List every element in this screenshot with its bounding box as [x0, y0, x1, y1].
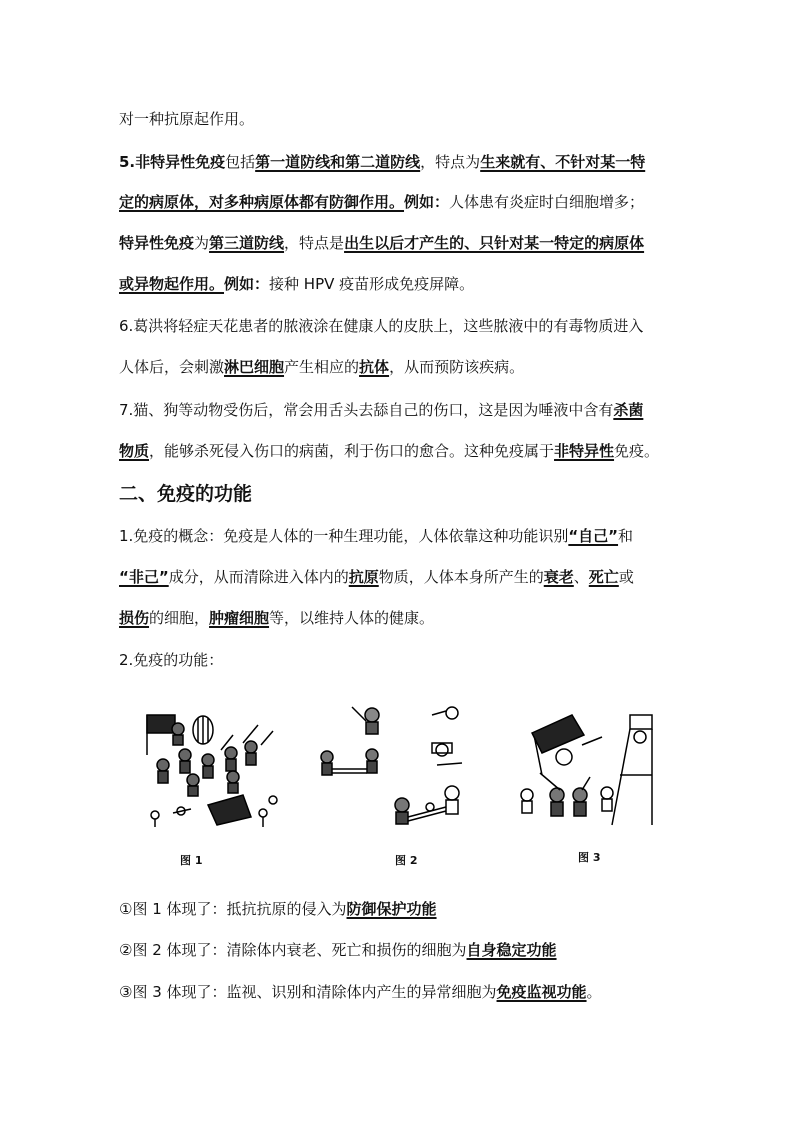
- answer-blank: 抗原: [348, 568, 379, 586]
- text: ③图 3 体现了：监视、识别和清除体内产生的异常细胞为: [119, 983, 497, 1001]
- example-label: 例如：: [224, 275, 270, 293]
- answer-blank: 杀菌: [613, 401, 644, 419]
- text-line: [119, 109, 254, 129]
- text: 成分，从而清除进入体内的: [168, 568, 349, 586]
- answer-blank: 抗体: [359, 358, 390, 376]
- answer-blank: 防御保护功能: [346, 900, 437, 918]
- example-label: 例如：: [404, 193, 450, 211]
- text: 等，以维持人体的健康。: [269, 609, 435, 627]
- text: 2.免疫的功能：: [119, 651, 224, 669]
- text: ，从而预防该疾病。: [389, 358, 525, 376]
- text-line: [119, 152, 645, 172]
- figure-1-caption: 图 1: [180, 854, 203, 867]
- answer-blank: 衰老: [543, 568, 574, 586]
- answer-blank: “自己”: [568, 527, 619, 545]
- text-line: [119, 441, 659, 461]
- section-heading: 二、免疫的功能: [119, 483, 253, 505]
- text-line: [119, 899, 437, 919]
- answer-blank: 免疫监视功能: [496, 983, 587, 1001]
- text: 6.葛洪将轻症天花患者的脓液涂在健康人的皮肤上，这些脓液中的有毒物质进入: [119, 317, 644, 335]
- text: 为: [194, 234, 210, 252]
- figure-2-caption: 图 2: [395, 854, 418, 867]
- term-specific-immunity: 特异性免疫: [119, 234, 195, 252]
- text: 接种 HPV 疫苗形成免疫屏障。: [269, 275, 475, 293]
- figure-3-illustration: [512, 695, 662, 835]
- answer-blank: 死亡: [588, 568, 619, 586]
- text: 1.免疫的概念：免疫是人体的一种生理功能，人体依靠这种功能识别: [119, 527, 569, 545]
- answer-blank: 第三道防线: [209, 234, 285, 252]
- text: ，特点是: [284, 234, 345, 252]
- answer-blank: 生来就有、不针对某一特: [480, 153, 646, 171]
- answer-blank: 物质: [119, 442, 150, 460]
- text-line: [119, 316, 643, 336]
- text-line: [119, 608, 434, 628]
- answer-blank: 淋巴细胞: [224, 358, 285, 376]
- figure-1-illustration: [133, 695, 283, 835]
- text-line: [119, 567, 634, 587]
- text: 或: [618, 568, 634, 586]
- text: 对一种抗原起作用。: [119, 110, 255, 128]
- text: ，能够杀死侵入伤口的病菌，利于伤口的愈合。这种免疫属于: [149, 442, 555, 460]
- answer-blank: “非己”: [119, 568, 169, 586]
- answer-blank: 损伤: [119, 609, 150, 627]
- text: 包括: [225, 153, 256, 171]
- answer-blank: 定的病原体，对多种病原体都有防御作用。: [119, 193, 405, 211]
- text: ，特点为: [420, 153, 481, 171]
- text-line: [119, 274, 474, 294]
- text: 和: [618, 527, 634, 545]
- text-line: [119, 650, 223, 670]
- text-line: [119, 357, 524, 377]
- text: 免疫。: [614, 442, 660, 460]
- answer-blank: 自身稳定功能: [466, 941, 557, 959]
- text: ②图 2 体现了：清除体内衰老、死亡和损伤的细胞为: [119, 941, 467, 959]
- figure-2-illustration: [312, 695, 467, 835]
- text: 的细胞，: [149, 609, 210, 627]
- text: 物质，人体本身所产生的: [378, 568, 544, 586]
- text: ①图 1 体现了：抵抗抗原的侵入为: [119, 900, 347, 918]
- text: 7.猫、狗等动物受伤后，常会用舌头去舔自己的伤口，这是因为唾液中含有: [119, 401, 614, 419]
- text-line: [119, 526, 633, 546]
- figure-3-caption: 图 3: [578, 851, 601, 864]
- text: 、: [573, 568, 589, 586]
- text-line: [119, 233, 644, 253]
- answer-blank: 非特异性: [554, 442, 615, 460]
- answer-blank: 肿瘤细胞: [209, 609, 270, 627]
- text-line: [119, 192, 644, 212]
- text: 人体患有炎症时白细胞增多；: [449, 193, 645, 211]
- term-nonspecific-immunity: 5.非特异性免疫: [119, 153, 226, 171]
- answer-blank: 出生以后才产生的、只针对某一特定的病原体: [344, 234, 645, 252]
- text: 产生相应的: [284, 358, 360, 376]
- answer-blank: 第一道防线和第二道防线: [255, 153, 421, 171]
- text-line: [119, 940, 557, 960]
- answer-blank: 或异物起作用。: [119, 275, 225, 293]
- text: 人体后，会刺激: [119, 358, 225, 376]
- text-line: [119, 400, 643, 420]
- text: 。: [586, 983, 602, 1001]
- text-line: [119, 982, 602, 1002]
